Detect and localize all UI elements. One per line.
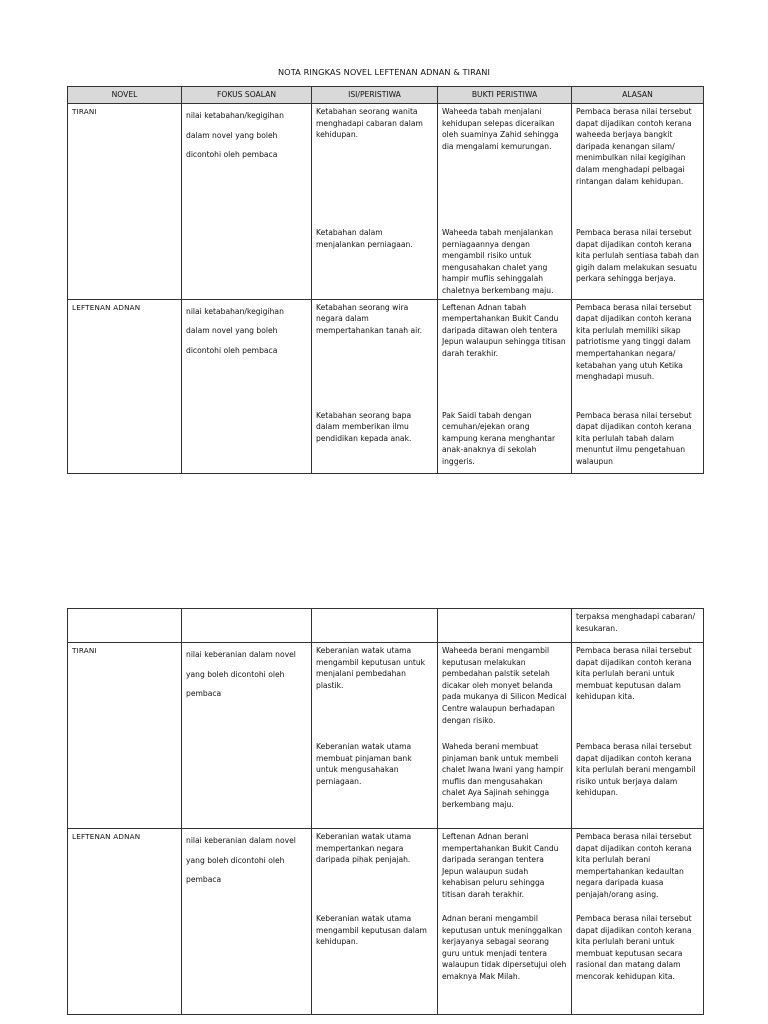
fokus-text: nilai ketabahan/kegigihan dalam novel yang boleh dicontohi oleh pembaca <box>186 111 284 159</box>
alasan-text: Pembaca berasa nilai tersebut dapat dijadikan contoh kerana kita perlulah berani untuk membuat keputusan dalam kehidupan kita. <box>576 646 692 702</box>
novel-name: TIRANI <box>72 107 97 116</box>
notes-table-1 <box>67 86 704 474</box>
alasan-cell <box>572 609 704 643</box>
bukti-text: Adnan berani mengambil keputusan untuk meninggalkan kerjayanya sebagai seorang guru untuk menjadi tentera walaupun tidak dipersetujui oleh emaknya Mak Milah. <box>442 914 567 981</box>
bukti-text: Waheeda tabah menjalani kehidupan selepas diceraikan oleh suaminya Zahid sehingga dia mengalami kemurungan. <box>442 107 559 151</box>
novel-cell <box>68 643 182 829</box>
fokus-cell <box>182 829 312 1015</box>
fokus-text: nilai keberanian dalam novel yang boleh dicontohi oleh pembaca <box>186 650 296 698</box>
isi-text: Keberanian watak utama membuat pinjaman bank untuk mengusahakan perniagaan. <box>316 742 412 786</box>
alasan-continuation: terpaksa menghadapi cabaran/ kesukaran. <box>576 612 696 633</box>
alasan-cell <box>572 299 704 473</box>
isi-text: Keberanian watak utama mempertankan negara daripada pihak penjajah. <box>316 832 412 865</box>
novel-cell <box>68 299 182 473</box>
isi-cell <box>312 299 438 473</box>
isi-cell <box>312 643 438 829</box>
page-title: NOTA RINGKAS NOVEL LEFTENAN ADNAN & TIRANI <box>277 67 491 77</box>
fokus-cell <box>182 609 312 643</box>
alasan-cell <box>572 829 704 1015</box>
alasan-text: Pembaca berasa nilai tersebut dapat dijadikan contoh kerana kita perlulah sentiasa tabah dan gigih dalam melakukan sesuatu perkara sehingga berjaya. <box>576 228 699 284</box>
novel-cell <box>68 609 182 643</box>
header-isi-peristiwa: ISI/PERISTIWA <box>312 87 438 104</box>
isi-cell <box>312 829 438 1015</box>
novel-name: LEFTENAN ADNAN <box>72 832 141 841</box>
header-fokus-soalan: FOKUS SOALAN <box>182 87 312 104</box>
fokus-text: nilai ketabahan/kegigihan dalam novel yang boleh dicontohi oleh pembaca <box>186 306 284 355</box>
isi-text: Ketabahan seorang wanita menghadapi cabaran dalam kehidupan. <box>316 107 423 140</box>
novel-name: TIRANI <box>72 646 97 655</box>
alasan-cell <box>572 104 704 300</box>
alasan-text: Pembaca berasa nilai tersebut dapat dijadikan contoh kerana waheeda berjaya bangkit daripada kenangan silam/ menimbulkan nilai kegigihan dalam menghadapi pelbagai rintangan dalam kehidupan. <box>576 107 692 186</box>
isi-text: Ketabahan dalam menjalankan perniagaan. <box>316 228 413 249</box>
fokus-cell <box>182 299 312 473</box>
bukti-cell <box>438 609 572 643</box>
isi-text: Ketabahan seorang bapa dalam memberikan ilmu pendidikan kepada anak. <box>316 410 412 443</box>
isi-text: Ketabahan seorang wira negara dalam mempertahankan tanah air. <box>316 302 423 335</box>
novel-cell <box>68 104 182 300</box>
bukti-text: Leftenan Adnan tabah mempertahankan Bukit Candu daripada ditawan oleh tentera Jepun walaupun sehingga titisan darah terakhir. <box>442 302 566 358</box>
fokus-cell <box>182 104 312 300</box>
bukti-cell <box>438 104 572 300</box>
isi-cell <box>312 104 438 300</box>
bukti-text: Leftenan Adnan berani mempertahankan Bukit Candu daripada serangan tentera Jepun walaupun sudah kehabisan peluru sehingga titisan darah terakhir. <box>442 832 559 899</box>
table-row <box>68 829 704 1015</box>
table-row <box>68 643 704 829</box>
bukti-cell <box>438 643 572 829</box>
header-bukti-peristiwa: BUKTI PERISTIWA <box>438 87 572 104</box>
isi-cell <box>312 609 438 643</box>
isi-text: Keberanian watak utama mengambil keputusan dalam kehidupan. <box>316 914 427 947</box>
alasan-text: Pembaca berasa nilai tersebut dapat dijadikan contoh kerana kita perlulah memiliki sikap patriotisme yang tinggi dalam mempertahankan negara/ ketabahan yang utuh Ketika menghadapi musuh. <box>576 302 692 382</box>
header-novel: NOVEL <box>68 87 182 104</box>
alasan-text: Pembaca berasa nilai tersebut dapat dijadikan contoh kerana kita perlulah berani mempertahankan kedaultan negara daripada kuasa penjajah/orang asing. <box>576 832 692 899</box>
bukti-text: Waheeda tabah menjalankan perniagaannya dengan mengambil risiko untuk mengusahakan chalet yang hampir muflis sehinggalah chaletnya berkembang maju. <box>442 228 554 295</box>
header-alasan: ALASAN <box>572 87 704 104</box>
alasan-text: Pembaca berasa nilai tersebut dapat dijadikan contoh kerana kita perlulah berani mengambil risiko untuk berjaya dalam kehidupan. <box>576 742 696 798</box>
bukti-text: Waheda berani membuat pinjaman bank untuk membeli chalet Iwana Iwani yang hampir muflis dan mengusahakan chalet Aya Sajinah sehingga berkembang maju. <box>442 742 564 809</box>
bukti-text: Waheeda berani mengambil keputusan melakukan pembedahan palstik setelah dicakar oleh monyet belanda pada mukanya di Silicon Medical Centre walaupun berhadapan dengan risiko. <box>442 646 567 725</box>
isi-text: Keberanian watak utama mengambil keputusan untuk menjalani pembedahan plastik. <box>316 646 426 690</box>
alasan-text: Pembaca berasa nilai tersebut dapat dijadikan contoh kerana kita perlulah berani untuk membuat keputusan secara rasional dan matang dalam mencorak kehidupan kita. <box>576 914 692 981</box>
fokus-cell <box>182 643 312 829</box>
novel-cell <box>68 829 182 1015</box>
table-row <box>68 299 704 473</box>
bukti-text: Pak Saidi tabah dengan cemuhan/ejekan orang kampung kerana menghantar anak-anaknya di sekolah inggeris. <box>442 410 556 466</box>
fokus-text: nilai keberanian dalam novel yang boleh dicontohi oleh pembaca <box>186 836 296 884</box>
table-row <box>68 104 704 300</box>
bukti-cell <box>438 299 572 473</box>
alasan-text: Pembaca berasa nilai tersebut dapat dijadikan contoh kerana kita perlulah tabah dalam menuntut ilmu pengetahuan walaupun <box>576 410 692 466</box>
continuation-row <box>68 609 704 643</box>
header-row <box>68 87 704 104</box>
alasan-cell <box>572 643 704 829</box>
novel-name: LEFTENAN ADNAN <box>72 302 141 312</box>
bukti-cell <box>438 829 572 1015</box>
notes-table-2 <box>67 608 704 1015</box>
